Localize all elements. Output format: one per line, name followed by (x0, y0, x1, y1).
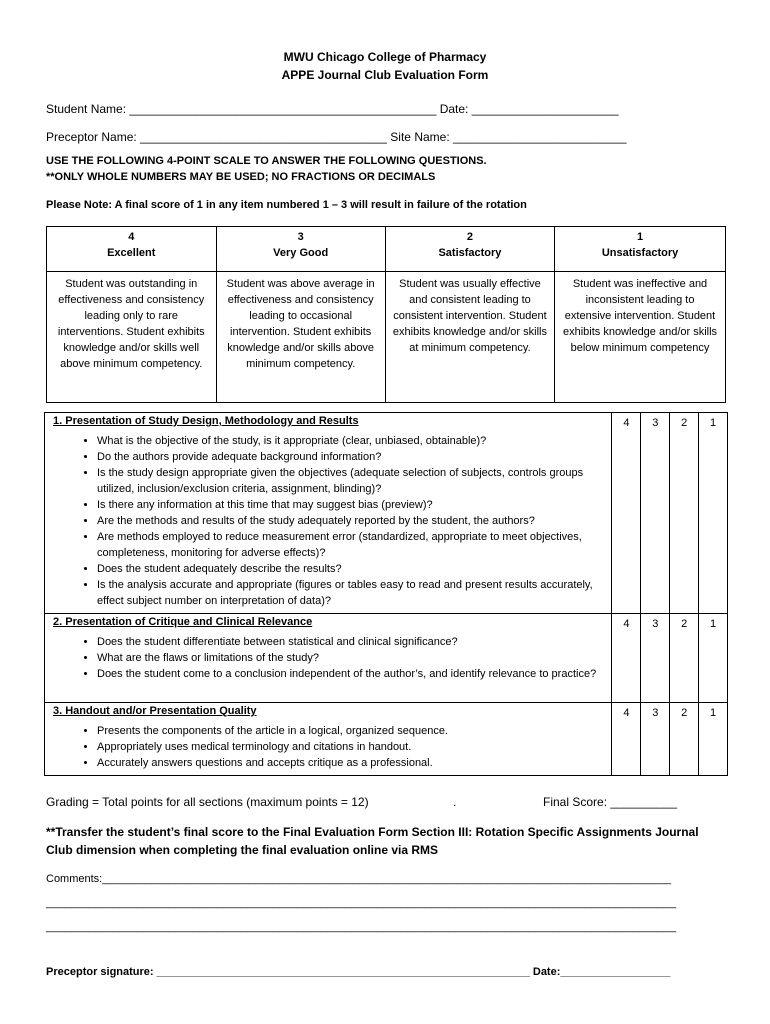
list-item: • Is the study design appropriate given the objectives (adequate selection of subjects, controls groups utilized, inclusion/exclusion criteria, assignment, blinding)? (97, 465, 603, 497)
score-option-2[interactable]: 2 (670, 703, 699, 776)
scale-header-3 (216, 227, 385, 272)
list-item: • Does the student adequately describe the results? (97, 561, 603, 577)
comments-field[interactable]: Comments:_____________________________________________________________________________________________ (46, 873, 672, 885)
scale-score: 4 (128, 231, 135, 243)
scale-description-2: Student was usually effective and consistent leading to consistent intervention. Student exhibits knowledge and/or skills at minimum competency. (385, 272, 554, 403)
score-option-4[interactable]: 4 (612, 413, 641, 614)
section-title: 1. Presentation of Study Design, Methodology and Results (53, 415, 359, 427)
list-item: • Do the authors provide adequate background information? (97, 449, 603, 465)
list-item: • Does the student come to a conclusion independent of the author’s, and identify relevance to practice? (97, 666, 603, 682)
college-name: MWU Chicago College of Pharmacy (283, 50, 487, 64)
form-title: APPE Journal Club Evaluation Form (281, 68, 489, 82)
student-name-field[interactable]: Student Name: ______________________________________________ Date: ______________________ (46, 102, 619, 116)
scale-description-3: Student was above average in effectiveness and consistency leading to occasional intervention. Student exhibits knowledge and/or skills above minimum competency. (216, 272, 385, 403)
scale-instruction: USE THE FOLLOWING 4-POINT SCALE TO ANSWER THE FOLLOWING QUESTIONS. (46, 155, 487, 167)
list-item: • Are methods employed to reduce measurement error (standardized, appropriate to meet objectives, completeness, monitoring for adverse effects)? (97, 529, 603, 561)
score-option-1[interactable]: 1 (699, 703, 728, 776)
score-option-3[interactable]: 3 (641, 413, 670, 614)
section-title: 3. Handout and/or Presentation Quality (53, 705, 257, 717)
score-option-1[interactable]: 1 (699, 614, 728, 703)
score-option-3[interactable]: 3 (641, 614, 670, 703)
scale-label: Excellent (107, 247, 156, 259)
list-item: • Are the methods and results of the study adequately reported by the student, the authors? (97, 513, 603, 529)
comments-line-2[interactable]: _______________________________________________________________________________________________________ (46, 897, 677, 909)
comments-line-3[interactable]: _______________________________________________________________________________________________________ (46, 921, 677, 933)
list-item: • Presents the components of the article in a logical, organized sequence. (97, 723, 603, 739)
preceptor-signature-field[interactable]: Preceptor signature: _____________________________________________________________ Date:__________________ (46, 966, 671, 978)
list-item: • Is the analysis accurate and appropriate (figures or tables easy to read and present results accurately, effect subject number on interpretation of data)? (97, 577, 603, 609)
scale-label: Unsatisfactory (601, 247, 679, 259)
section-row-3 (45, 703, 728, 776)
section-bullets (53, 433, 603, 609)
list-item: • What is the objective of the study, is it appropriate (clear, unbiased, obtainable)? (97, 433, 603, 449)
grading-dot: . (453, 795, 457, 809)
failure-note: Please Note: A final score of 1 in any item numbered 1 – 3 will result in failure of the rotation (46, 199, 527, 211)
transfer-note-line2: Club dimension when completing the final evaluation online via RMS (46, 843, 439, 857)
section-row-2 (45, 614, 728, 703)
transfer-note-line1: **Transfer the student’s final score to the Final Evaluation Form Section III: Rotation Specific Assignments Journal (46, 825, 699, 839)
scale-score: 1 (636, 231, 644, 243)
list-item: • Does the student differentiate between statistical and clinical significance? (97, 634, 603, 650)
rating-scale-table (46, 226, 726, 403)
scale-label: Very Good (273, 247, 329, 259)
score-option-2[interactable]: 2 (670, 614, 699, 703)
score-option-4[interactable]: 4 (612, 703, 641, 776)
scale-header-1 (555, 227, 726, 272)
grading-text: Grading = Total points for all sections (maximum points = 12) (46, 795, 369, 809)
preceptor-name-field[interactable]: Preceptor Name: _____________________________________ Site Name: __________________________ (46, 130, 627, 144)
list-item: • Is there any information at this time that may suggest bias (preview)? (97, 497, 603, 513)
list-item: • Accurately answers questions and accepts critique as a professional. (97, 755, 603, 771)
section-title: 2. Presentation of Critique and Clinical Relevance (53, 616, 313, 628)
whole-number-instruction: **ONLY WHOLE NUMBERS MAY BE USED; NO FRACTIONS OR DECIMALS (46, 171, 436, 183)
section-row-1 (45, 413, 728, 614)
score-option-2[interactable]: 2 (670, 413, 699, 614)
scale-score: 3 (297, 231, 304, 243)
scale-score: 2 (466, 231, 473, 243)
score-option-1[interactable]: 1 (699, 413, 728, 614)
list-item: • Appropriately uses medical terminology and citations in handout. (97, 739, 603, 755)
scale-description-4: Student was outstanding in effectiveness and consistency leading only to rare interventions. Student exhibits knowledge and/or skills well above minimum competency. (47, 272, 217, 403)
final-score-field[interactable]: Final Score: __________ (543, 795, 678, 809)
section-bullets (53, 723, 603, 771)
score-option-3[interactable]: 3 (641, 703, 670, 776)
evaluation-items-table (44, 412, 728, 776)
list-item: • What are the flaws or limitations of the study? (97, 650, 603, 666)
scale-description-1: Student was ineffective and inconsistent leading to extensive intervention. Student exhibits knowledge and/or skills below minimum competency (555, 272, 726, 403)
score-option-4[interactable]: 4 (612, 614, 641, 703)
scale-label: Satisfactory (438, 247, 502, 259)
scale-header-4 (47, 227, 217, 272)
scale-header-2 (385, 227, 554, 272)
section-bullets (53, 634, 603, 682)
